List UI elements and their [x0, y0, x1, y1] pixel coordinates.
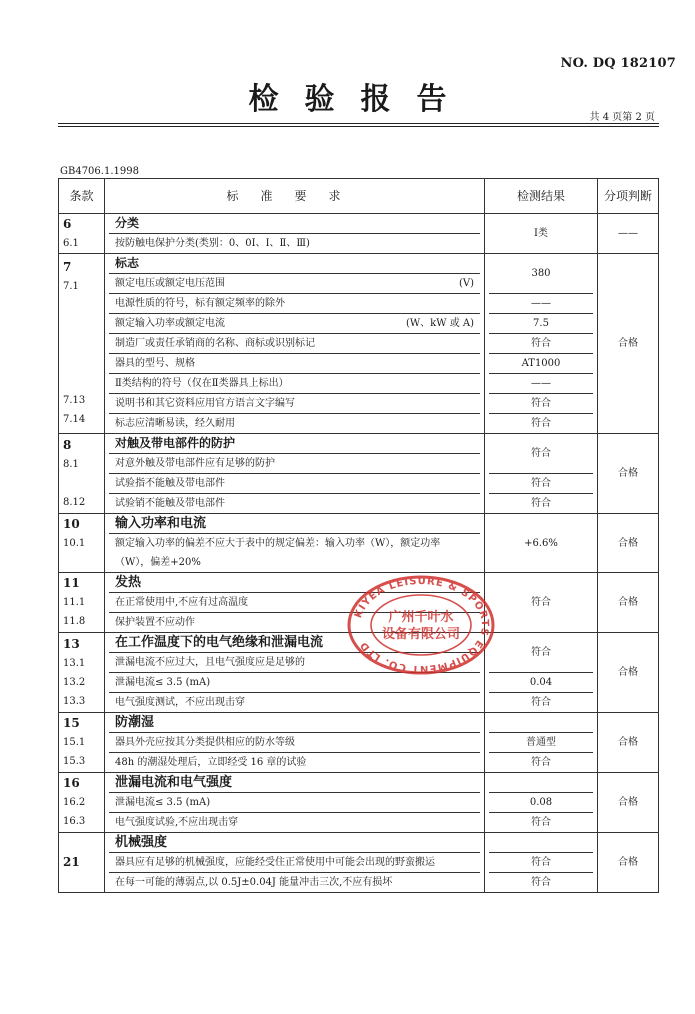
result-cell — [485, 713, 598, 773]
requirement-text: 泄漏电流≤ 3.5 (mA) — [115, 677, 211, 688]
requirement-line — [109, 274, 480, 294]
clause-number — [63, 296, 100, 315]
clause-number: 7.14 — [63, 414, 86, 425]
clause-number: 13.3 — [63, 695, 86, 707]
requirement-text: 发热 — [115, 575, 142, 590]
requirement-text: 按防触电保护分类(类别：0、0I、Ⅰ、Ⅱ、Ⅲ) — [115, 238, 310, 249]
clause-cell — [59, 254, 105, 434]
table-body — [59, 214, 659, 893]
result-value: 7.5 — [489, 314, 593, 334]
requirement-cell — [105, 434, 485, 514]
report-number: NO. DQ 182107 — [560, 56, 676, 71]
verdict-cell: —— — [598, 214, 659, 254]
result-value: Ⅰ类 — [534, 227, 548, 239]
requirement-text: 电气强度测试，不应出现击穿 — [115, 697, 245, 708]
requirement-text: 额定输入功率或额定电流 — [115, 318, 225, 329]
stamp-outer-text: KIYEA LEISURE & SPORTS EQUIPMENT CO. LTD — [352, 575, 491, 675]
stamp-inner-line2: 设备有限公司 — [381, 627, 461, 642]
clause-cell — [59, 214, 105, 254]
requirement-line — [109, 873, 480, 892]
requirement-text: 器具的型号、规格 — [115, 358, 195, 369]
clause-number: 21 — [63, 855, 80, 869]
requirement-text: 标志应清晰易读，经久耐用 — [115, 418, 235, 429]
requirement-text: 试验指不能触及带电部件 — [115, 478, 225, 489]
clause-number: 10.1 — [63, 537, 86, 549]
clause-number: 8.12 — [63, 496, 86, 508]
requirement-line — [109, 294, 480, 314]
section-heading — [109, 833, 480, 853]
result-cell — [485, 573, 598, 633]
verdict-cell: 合格 — [598, 773, 659, 833]
requirement-cell — [105, 773, 485, 833]
clause-number — [63, 315, 100, 334]
clause-number: 7.1 — [63, 281, 79, 292]
requirement-cell — [105, 214, 485, 254]
result-value: 380 — [489, 255, 593, 294]
clause-number: 16.3 — [63, 816, 86, 827]
requirement-line — [109, 474, 480, 494]
result-value — [489, 833, 593, 853]
requirement-text: 对意外触及带电部件应有足够的防护 — [115, 458, 275, 469]
requirement-text: 电气强度试验,不应出现击穿 — [115, 817, 239, 828]
col-header-result: 检测结果 — [485, 179, 598, 214]
clause-cell — [59, 773, 105, 833]
requirement-line — [109, 494, 480, 513]
requirement-line — [109, 454, 480, 474]
col-header-clause: 条款 — [59, 179, 105, 214]
section-heading — [109, 713, 480, 733]
requirement-line — [109, 314, 480, 334]
verdict-cell: 合格 — [598, 514, 659, 573]
requirement-text: 48h 的潮湿处理后，立即经受 16 章的试验 — [115, 757, 307, 768]
company-stamp — [346, 575, 496, 675]
result-value: 符合 — [531, 597, 551, 608]
requirement-line — [109, 234, 480, 253]
clause-number: 13.2 — [63, 676, 86, 688]
requirement-line — [109, 813, 480, 832]
result-value — [489, 713, 593, 733]
requirement-text: 在每一可能的薄弱点,以 0.5J±0.04J 能量冲击三次,不应有损坏 — [115, 877, 393, 888]
requirement-text: 说明书和其它资料应用官方语言文字编写 — [115, 398, 295, 409]
result-value: 符合 — [531, 877, 551, 888]
requirement-text: 电源性质的符号，标有额定频率的除外 — [115, 298, 285, 309]
clause-number: 11.8 — [63, 616, 86, 627]
clause-number: 8 — [63, 437, 72, 452]
result-value: 符合 — [489, 474, 593, 494]
verdict-cell: 合格 — [598, 633, 659, 713]
clause-number — [63, 353, 100, 372]
standard-code: GB4706.1.1998 — [60, 166, 139, 177]
section-heading — [109, 514, 480, 534]
table-row — [59, 514, 659, 573]
result-value — [489, 773, 593, 793]
result-value: 0.04 — [489, 673, 593, 693]
table-row — [59, 254, 659, 434]
requirement-text: 额定电压或额定电压范围 — [115, 278, 225, 289]
result-value: +6.6% — [524, 537, 558, 549]
result-cell — [485, 633, 598, 713]
verdict-cell: 合格 — [598, 254, 659, 434]
section-heading — [109, 254, 480, 274]
table-row — [59, 434, 659, 514]
clause-number: 7.13 — [63, 395, 86, 406]
result-value: 符合 — [531, 497, 551, 509]
requirement-text: 试验销不能触及带电部件 — [115, 498, 225, 509]
clause-number — [63, 372, 100, 391]
result-cell — [485, 434, 598, 514]
result-value: 符合 — [531, 817, 551, 828]
verdict-cell: 合格 — [598, 573, 659, 633]
result-value: 符合 — [531, 757, 551, 768]
requirement-line — [109, 793, 480, 813]
clause-cell — [59, 833, 105, 893]
requirement-line — [109, 693, 480, 712]
table-row — [59, 214, 659, 254]
result-value: —— — [489, 294, 593, 314]
clause-cell — [59, 514, 105, 573]
table-header-row — [59, 179, 659, 214]
verdict-cell: 合格 — [598, 434, 659, 514]
table-row — [59, 713, 659, 773]
result-value: 符合 — [531, 696, 551, 708]
result-value: 符合 — [489, 334, 593, 354]
requirement-line — [109, 753, 480, 772]
requirement-text: 在工作温度下的电气绝缘和泄漏电流 — [115, 635, 324, 650]
report-title: 检验报告 — [248, 82, 473, 117]
clause-number: 15 — [63, 716, 80, 730]
result-cell — [485, 214, 598, 254]
col-header-requirement: 标准要求 — [105, 179, 485, 214]
result-cell — [485, 833, 598, 893]
clause-number: 6.1 — [63, 237, 79, 249]
clause-cell — [59, 633, 105, 713]
clause-number: 16.2 — [63, 797, 86, 808]
requirement-line — [109, 374, 480, 394]
verdict-cell: 合格 — [598, 713, 659, 773]
table-row — [59, 773, 659, 833]
requirement-text: 分类 — [115, 216, 140, 230]
requirement-text: 泄漏电流≤ 3.5 (mA) — [115, 797, 211, 808]
requirement-line — [109, 853, 480, 873]
stamp-inner-ring — [371, 595, 471, 655]
result-value: 符合 — [489, 435, 593, 474]
requirement-text: Ⅱ类结构的符号（仅在Ⅱ类器具上标出） — [115, 378, 289, 389]
requirement-text: 泄漏电流和电气强度 — [115, 775, 233, 790]
requirement-text: 泄漏电流不应过大，且电气强度应是足够的 — [115, 657, 305, 668]
requirement-line — [109, 414, 480, 433]
requirement-line — [109, 534, 480, 572]
requirement-cell — [105, 833, 485, 893]
requirement-cell — [105, 713, 485, 773]
clause-number: 16 — [63, 776, 80, 790]
clause-cell — [59, 713, 105, 773]
requirement-text: 制造厂或责任承销商的名称、商标或识别标记 — [115, 338, 315, 349]
stamp-inner-line1: 广州千叶水 — [388, 610, 454, 625]
requirement-line — [109, 354, 480, 374]
header-rule — [58, 123, 659, 124]
requirement-line — [109, 733, 480, 753]
requirement-text: 标志 — [115, 256, 140, 270]
requirement-text: 输入功率和电流 — [115, 516, 207, 531]
result-value: 符合 — [489, 394, 593, 414]
requirement-text: 额定输入功率的偏差不应大于表中的规定偏差：输入功率（W），额定功率（W），偏差+20% — [115, 538, 441, 568]
requirement-cell — [105, 254, 485, 434]
clause-number: 15.3 — [63, 756, 86, 767]
requirement-text: 器具外壳应按其分类提供相应的防水等级 — [115, 737, 295, 748]
result-value: 普通型 — [489, 733, 593, 753]
header-rule — [58, 126, 659, 127]
clause-number: 11 — [63, 576, 80, 590]
requirement-text: 器具应有足够的机械强度，应能经受住正常使用中可能会出现的野蛮搬运 — [115, 857, 435, 868]
result-value: 符合 — [489, 853, 593, 873]
clause-cell — [59, 573, 105, 633]
verdict-cell: 合格 — [598, 833, 659, 893]
requirement-text: 在正常使用中,不应有过高温度 — [115, 597, 249, 608]
requirement-unit: (W、kW 或 A) — [406, 318, 474, 329]
result-cell — [485, 254, 598, 434]
section-heading — [109, 773, 480, 793]
requirement-text: 防潮湿 — [115, 715, 155, 730]
clause-number: 6 — [63, 216, 72, 231]
requirement-line — [109, 334, 480, 354]
test-results-table — [58, 178, 659, 893]
requirement-text: 保护装置不应动作 — [115, 617, 195, 628]
clause-number — [63, 474, 100, 493]
result-value: 符合 — [489, 634, 593, 673]
requirement-line — [109, 394, 480, 414]
section-heading — [109, 434, 480, 454]
table-row — [59, 833, 659, 893]
result-value: 符合 — [531, 417, 551, 429]
requirement-text: 对触及带电部件的防护 — [115, 436, 236, 450]
requirement-line — [109, 673, 480, 693]
clause-number — [63, 334, 100, 353]
requirement-text: 机械强度 — [115, 835, 168, 850]
clause-number: 15.1 — [63, 737, 86, 748]
clause-number: 13.1 — [63, 657, 86, 669]
requirement-unit: (V) — [458, 278, 474, 289]
clause-number: 10 — [63, 516, 80, 531]
result-cell — [485, 773, 598, 833]
clause-number: 11.1 — [63, 597, 86, 608]
result-value: AT1000 — [489, 354, 593, 374]
clause-number: 8.1 — [63, 458, 79, 470]
clause-number: 13 — [63, 636, 80, 651]
col-header-verdict: 分项判断 — [598, 179, 659, 214]
page-info: 共 4 页第 2 页 — [589, 112, 655, 123]
result-value: 0.08 — [489, 793, 593, 813]
clause-number: 7 — [63, 260, 72, 274]
section-heading — [109, 214, 480, 234]
result-cell — [485, 514, 598, 573]
requirement-cell — [105, 514, 485, 573]
result-value: —— — [489, 374, 593, 394]
clause-cell — [59, 434, 105, 514]
